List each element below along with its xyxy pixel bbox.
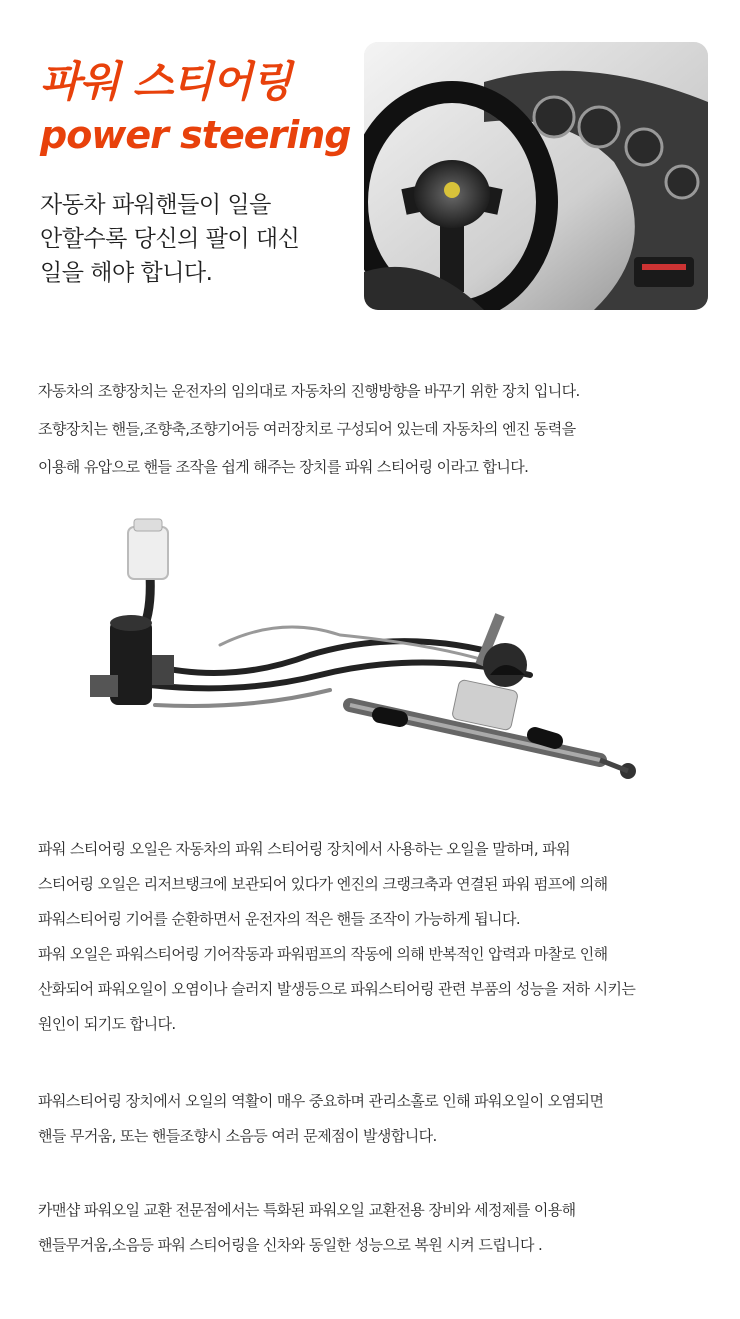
steering-wheel-icon	[364, 42, 708, 310]
intro-line: 자동차 파워핸들이 일을	[40, 192, 271, 218]
paragraph-line: 카맨샵 파워오일 교환 전문점에서는 특화된 파워오일 교환전용 장비와 세정제를 이용해	[38, 1201, 576, 1219]
paragraph-line: 핸들무거움,소음등 파워 스티어링을 신차와 동일한 성능으로 복원 시켜 드립니다 .	[38, 1236, 543, 1254]
paragraph-line: 파워스티어링 장치에서 오일의 역활이 매우 중요하며 관리소홀로 인해 파워오일이 오염되면	[38, 1092, 604, 1110]
intro-line: 안할수록 당신의 팔이 대신	[40, 226, 300, 252]
paragraph-line: 원인이 되기도 합니다.	[38, 1015, 176, 1033]
paragraph-line: 핸들 무거움, 또는 핸들조향시 소음등 여러 문제점이 발생합니다.	[38, 1127, 437, 1145]
intro-text	[40, 188, 360, 290]
power-steering-rack-illustration	[80, 515, 660, 795]
paragraph-shop-service	[38, 1193, 708, 1263]
page-title-english: power steering	[40, 113, 351, 157]
steering-wheel-photo	[364, 42, 708, 310]
paragraph-line: 조향장치는 핸들,조향축,조향기어등 여러장치로 구성되어 있는데 자동차의 엔진 동력을	[38, 420, 576, 438]
paragraph-line: 이용해 유압으로 핸들 조작을 쉽게 해주는 장치를 파워 스티어링 이라고 합니다.	[38, 458, 529, 476]
page-title-korean: 파워 스티어링	[40, 57, 292, 106]
intro-line: 일을 해야 합니다.	[40, 260, 213, 286]
paragraph-steering-system	[38, 372, 708, 486]
paragraph-line: 자동차의 조향장치는 운전자의 임의대로 자동차의 진행방향을 바꾸기 위한 장치 입니다.	[38, 382, 580, 400]
paragraph-line: 파워 오일은 파워스티어링 기어작동과 파워펌프의 작동에 의해 반복적인 압력과 마찰로 인해	[38, 945, 608, 963]
paragraph-line: 파워 스티어링 오일은 자동차의 파워 스티어링 장치에서 사용하는 오일을 말하며, 파워	[38, 840, 571, 858]
paragraph-line: 산화되어 파워오일이 오염이나 슬러지 발생등으로 파워스티어링 관련 부품의 성능을 저하 시키는	[38, 980, 636, 998]
paragraph-oil-importance	[38, 1084, 708, 1154]
paragraph-power-steering-oil	[38, 832, 708, 1042]
paragraph-line: 스티어링 오일은 리저브탱크에 보관되어 있다가 엔진의 크랭크축과 연결된 파워 펌프에 의해	[38, 875, 608, 893]
paragraph-line: 파워스티어링 기어를 순환하면서 운전자의 적은 핸들 조작이 가능하게 됩니다.	[38, 910, 520, 928]
steering-rack-icon	[80, 515, 660, 795]
